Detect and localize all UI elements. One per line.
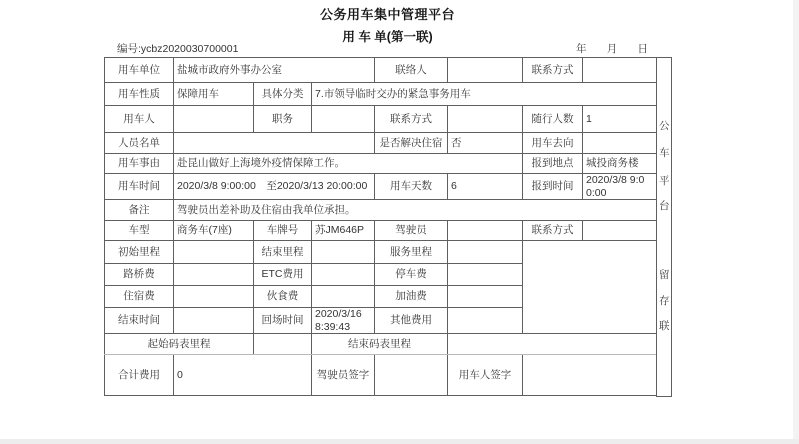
fuel-fee-label-cell: 加油费 <box>375 286 448 308</box>
remark-value-cell: 驾驶员出差补助及住宿由我单位承担。 <box>174 200 657 221</box>
roster-value-cell <box>174 133 375 154</box>
user-phone-label-cell: 联系方式 <box>375 106 448 133</box>
page-right-edge <box>793 0 799 444</box>
service-mileage-label-cell: 服务里程 <box>375 241 448 264</box>
page-title: 公务用车集中管理平台 <box>319 7 455 22</box>
serial-number: 编号:ycbz2020030700001 <box>117 43 239 55</box>
copy-type-strip <box>656 57 672 397</box>
road-toll-label-cell: 路桥费 <box>105 264 174 286</box>
lodging-fee-value-cell <box>174 286 254 308</box>
vehicle-type-label-cell: 车型 <box>105 221 174 241</box>
category-value-cell: 7.市领导临时交办的紧急事务用车 <box>312 83 657 106</box>
table-row <box>105 83 657 106</box>
end-odometer-label-cell: 结束码表里程 <box>312 334 448 355</box>
lodging-fee-label-cell: 住宿费 <box>105 286 174 308</box>
contact-phone-value-cell <box>583 58 657 83</box>
plate-label-cell: 车牌号 <box>254 221 312 241</box>
strip-char: 留 <box>659 269 670 281</box>
user-value-cell <box>174 106 254 133</box>
contact-label-cell: 联络人 <box>375 58 448 83</box>
duty-label-cell: 职务 <box>254 106 312 133</box>
driver-label-cell: 驾驶员 <box>375 221 448 241</box>
destination-value-cell <box>583 133 657 154</box>
table-row <box>105 154 657 174</box>
meal-fee-label-cell: 伙食费 <box>254 286 312 308</box>
strip-char: 台 <box>659 200 670 212</box>
table-row <box>105 200 657 221</box>
day-label: 日 <box>637 43 648 55</box>
other-fee-label-cell: 其他费用 <box>375 308 448 334</box>
report-place-value-cell: 城投商务楼 <box>583 154 657 174</box>
date-line <box>576 41 648 56</box>
plate-value-cell: 苏JM646P <box>312 221 375 241</box>
table-row <box>105 355 657 396</box>
user-label-cell: 用车人 <box>105 106 174 133</box>
table-row <box>105 174 657 200</box>
page-subtitle: 用 车 单(第一联) <box>342 30 433 44</box>
end-mileage-label-cell: 结束里程 <box>254 241 312 264</box>
remark-label-cell: 备注 <box>105 200 174 221</box>
driver-sign-label-cell: 驾驶员签字 <box>312 355 375 396</box>
reason-label-cell: 用车事由 <box>105 154 174 174</box>
contact-phone-label-cell: 联系方式 <box>523 58 583 83</box>
total-fee-value-cell: 0 <box>174 355 312 396</box>
roster-label-cell: 人员名单 <box>105 133 174 154</box>
table-row <box>105 58 657 83</box>
start-mileage-value-cell <box>174 241 254 264</box>
entourage-value-cell: 1 <box>583 106 657 133</box>
start-odometer-value-cell <box>254 334 312 355</box>
table-row <box>105 241 657 264</box>
etc-fee-value-cell <box>312 264 375 286</box>
start-mileage-label-cell: 初始里程 <box>105 241 174 264</box>
table-row <box>105 334 657 355</box>
end-mileage-value-cell <box>312 241 375 264</box>
meal-fee-value-cell <box>312 286 375 308</box>
user-phone-value-cell <box>448 106 523 133</box>
strip-char: 联 <box>659 320 670 332</box>
etc-fee-label-cell: ETC费用 <box>254 264 312 286</box>
total-fee-label-cell: 合计费用 <box>105 355 174 396</box>
vehicle-type-value-cell: 商务车(7座) <box>174 221 254 241</box>
fuel-fee-value-cell <box>448 286 523 308</box>
driver-sign-value-cell <box>375 355 448 396</box>
fees-merged-empty-cell <box>523 241 657 334</box>
driver-phone-label-cell: 联系方式 <box>523 221 583 241</box>
end-odometer-value-cell <box>448 334 657 355</box>
lodging-label-cell: 是否解决住宿 <box>375 133 448 154</box>
nature-label-cell: 用车性质 <box>105 83 174 106</box>
days-label-cell: 用车天数 <box>375 174 448 200</box>
nature-value-cell: 保障用车 <box>174 83 254 106</box>
strip-char: 车 <box>659 147 670 159</box>
driver-phone-value-cell <box>583 221 657 241</box>
service-mileage-value-cell <box>448 241 523 264</box>
user-sign-label-cell: 用车人签字 <box>448 355 523 396</box>
days-value-cell: 6 <box>448 174 523 200</box>
year-label: 年 <box>576 43 587 55</box>
reason-value-cell: 赴昆山做好上海境外疫情保障工作。 <box>174 154 523 174</box>
return-time-label-cell: 回场时间 <box>254 308 312 334</box>
contact-value-cell <box>448 58 523 83</box>
month-label: 月 <box>606 43 618 55</box>
user-sign-value-cell <box>523 355 657 396</box>
destination-label-cell: 用车去向 <box>523 133 583 154</box>
time-value-cell: 2020/3/8 9:00:00 至2020/3/13 20:00:00 <box>174 174 375 200</box>
report-time-value-cell: 2020/3/8 9:00:00 <box>583 174 657 200</box>
parking-fee-label-cell: 停车费 <box>375 264 448 286</box>
lodging-value-cell: 否 <box>448 133 523 154</box>
table-row <box>105 106 657 133</box>
dispatch-form-table <box>104 57 657 396</box>
end-time-value-cell <box>174 308 254 334</box>
unit-value-cell: 盐城市政府外事办公室 <box>174 58 375 83</box>
strip-char: 平 <box>659 175 670 187</box>
report-place-label-cell: 报到地点 <box>523 154 583 174</box>
unit-label-cell: 用车单位 <box>105 58 174 83</box>
driver-value-cell <box>448 221 523 241</box>
end-time-label-cell: 结束时间 <box>105 308 174 334</box>
table-row <box>105 133 657 154</box>
road-toll-value-cell <box>174 264 254 286</box>
other-fee-value-cell <box>448 308 523 334</box>
start-odometer-label-cell: 起始码表里程 <box>105 334 254 355</box>
page-bottom-edge <box>0 439 799 444</box>
duty-value-cell <box>312 106 375 133</box>
form-header <box>104 4 671 45</box>
return-time-value-cell: 2020/3/16 8:39:43 <box>312 308 375 334</box>
parking-fee-value-cell <box>448 264 523 286</box>
strip-char: 存 <box>659 295 670 307</box>
report-time-label-cell: 报到时间 <box>523 174 583 200</box>
entourage-label-cell: 随行人数 <box>523 106 583 133</box>
category-label-cell: 具体分类 <box>254 83 312 106</box>
strip-char: 公 <box>659 120 670 132</box>
time-label-cell: 用车时间 <box>105 174 174 200</box>
table-row <box>105 221 657 241</box>
